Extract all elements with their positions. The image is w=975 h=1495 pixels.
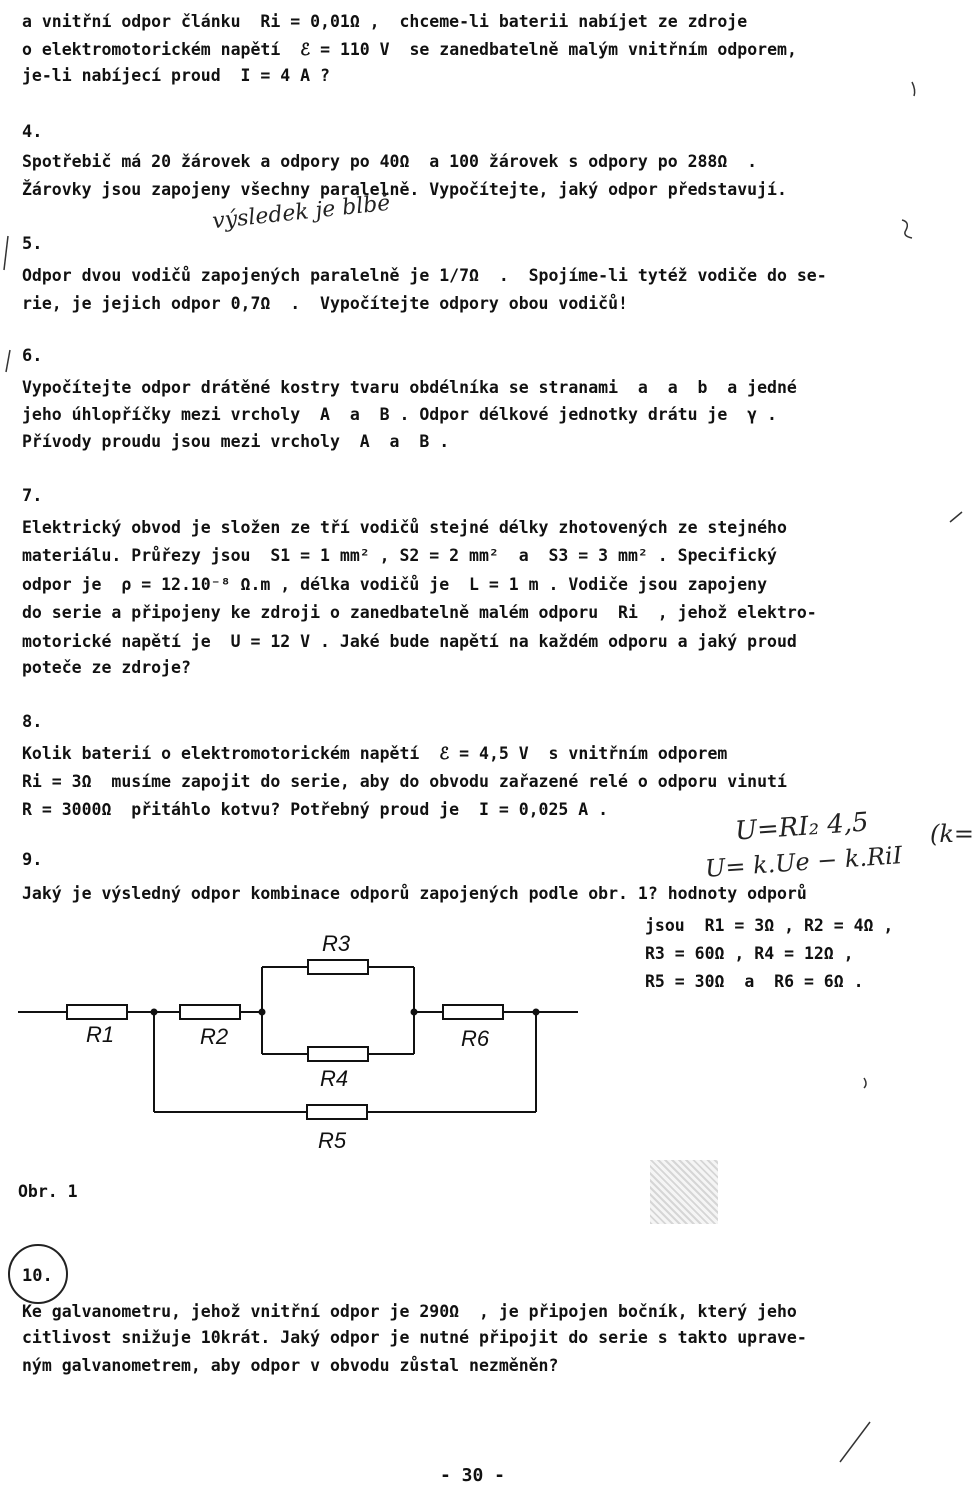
circuit-diagram xyxy=(0,920,600,1150)
junction-node xyxy=(411,1009,418,1016)
label-r1: R1 xyxy=(86,1022,115,1047)
problem-text-line: materiálu. Průřezy jsou S1 = 1 mm² , S2 = 2 mm² a S3 = 3 mm² . Specifický xyxy=(22,546,777,565)
problem-text-line: poteče ze zdroje? xyxy=(22,658,191,677)
problem-text-line: rie, je jejich odpor 0,7Ω . Vypočítejte odpory obou vodičů! xyxy=(22,294,628,313)
resistor-r2 xyxy=(180,1005,240,1019)
handwritten-margin-note: (k= xyxy=(930,820,975,848)
label-r3: R3 xyxy=(322,931,351,956)
handwritten-circle xyxy=(8,1244,68,1304)
problem-text-line: Spotřebič má 20 žárovek a odpory po 40Ω a 100 žárovek s odpory po 288Ω . xyxy=(22,152,758,171)
handwritten-formula: U=RI₂ 4,5 xyxy=(734,807,870,847)
problem-text-line: Vypočítejte odpor drátěné kostry tvaru obdélníka se stranami a a b a jedné xyxy=(22,378,797,397)
problem-text-line: Kolik baterií o elektromotorickém napětí ℰ = 4,5 V s vnitřním odporem xyxy=(22,744,728,763)
problem-number: 7. xyxy=(22,486,43,506)
resistor-r3 xyxy=(308,960,368,974)
problem-number: 10. xyxy=(22,1266,53,1286)
problem-text-line: do serie a připojeny ke zdroji o zanedbatelně malém odporu Ri , jehož elektro- xyxy=(22,603,817,622)
handwritten-note: výsledek je blbě xyxy=(211,190,392,235)
scan-smudge xyxy=(650,1160,718,1224)
problem-text-line: R = 3000Ω přitáhlo kotvu? Potřebný proud je I = 0,025 A . xyxy=(22,800,609,819)
junction-node xyxy=(151,1009,158,1016)
label-r2: R2 xyxy=(200,1024,229,1049)
intro-line: je-li nabíjecí proud I = 4 A ? xyxy=(22,66,330,85)
label-r5: R5 xyxy=(318,1128,347,1150)
resistor-values-line: jsou R1 = 3Ω , R2 = 4Ω , xyxy=(645,916,894,935)
label-r4: R4 xyxy=(320,1066,349,1091)
resistor-r5 xyxy=(307,1105,367,1119)
problem-text-line: Žárovky jsou zapojeny všechny paralelně. Vypočítejte, jaký odpor představují. xyxy=(22,180,787,199)
junction-node xyxy=(533,1009,540,1016)
handwritten-formula: U= k.Ue − k.RiI xyxy=(704,841,904,883)
problem-text-line: odpor je ρ = 12.10⁻⁸ Ω.m , délka vodičů je L = 1 m . Vodiče jsou zapojeny xyxy=(22,575,768,594)
problem-number: 8. xyxy=(22,712,43,732)
problem-text-line: Ke galvanometru, jehož vnitřní odpor je 290Ω , je připojen bočník, který jeho xyxy=(22,1302,797,1321)
label-r6: R6 xyxy=(461,1026,490,1051)
intro-line: a vnitřní odpor článku Ri = 0,01Ω , chceme-li baterii nabíjet ze zdroje xyxy=(22,12,748,31)
resistor-r6 xyxy=(443,1005,503,1019)
junction-node xyxy=(259,1009,266,1016)
problem-number: 9. xyxy=(22,850,43,870)
problem-text-line: Ri = 3Ω musíme zapojit do serie, aby do obvodu zařazené relé o odporu vinutí xyxy=(22,772,787,791)
problem-number: 6. xyxy=(22,346,43,366)
problem-number: 4. xyxy=(22,122,43,142)
problem-text-line: Přívody proudu jsou mezi vrcholy A a B . xyxy=(22,432,450,451)
resistor-values-line: R5 = 30Ω a R6 = 6Ω . xyxy=(645,972,864,991)
problem-number: 5. xyxy=(22,234,43,254)
resistor-r1 xyxy=(67,1005,127,1019)
problem-text-line: ným galvanometrem, aby odpor v obvodu zůstal nezměněn? xyxy=(22,1356,559,1375)
page-number: - 30 - xyxy=(440,1465,506,1486)
resistor-values-line: R3 = 60Ω , R4 = 12Ω , xyxy=(645,944,854,963)
figure-caption: Obr. 1 xyxy=(18,1182,78,1201)
problem-text-line: jeho úhlopříčky mezi vrcholy A a B . Odpor délkové jednotky drátu je γ . xyxy=(22,405,777,424)
problem-text-line: motorické napětí je U = 12 V . Jaké bude napětí na každém odporu a jaký proud xyxy=(22,632,797,651)
problem-text-line: citlivost snižuje 10krát. Jaký odpor je nutné připojit do serie s takto uprave- xyxy=(22,1328,807,1347)
problem-text-line: Jaký je výsledný odpor kombinace odporů zapojených podle obr. 1? hodnoty odporů xyxy=(22,884,807,903)
problem-text-line: Odpor dvou vodičů zapojených paralelně je 1/7Ω . Spojíme-li tytéž vodiče do se- xyxy=(22,266,827,285)
problem-text-line: Elektrický obvod je složen ze tří vodičů stejné délky zhotovených ze stejného xyxy=(22,518,787,537)
intro-line: o elektromotorickém napětí ℰ = 110 V se zanedbatelně malým vnitřním odporem, xyxy=(22,40,797,59)
resistor-r4 xyxy=(308,1047,368,1061)
